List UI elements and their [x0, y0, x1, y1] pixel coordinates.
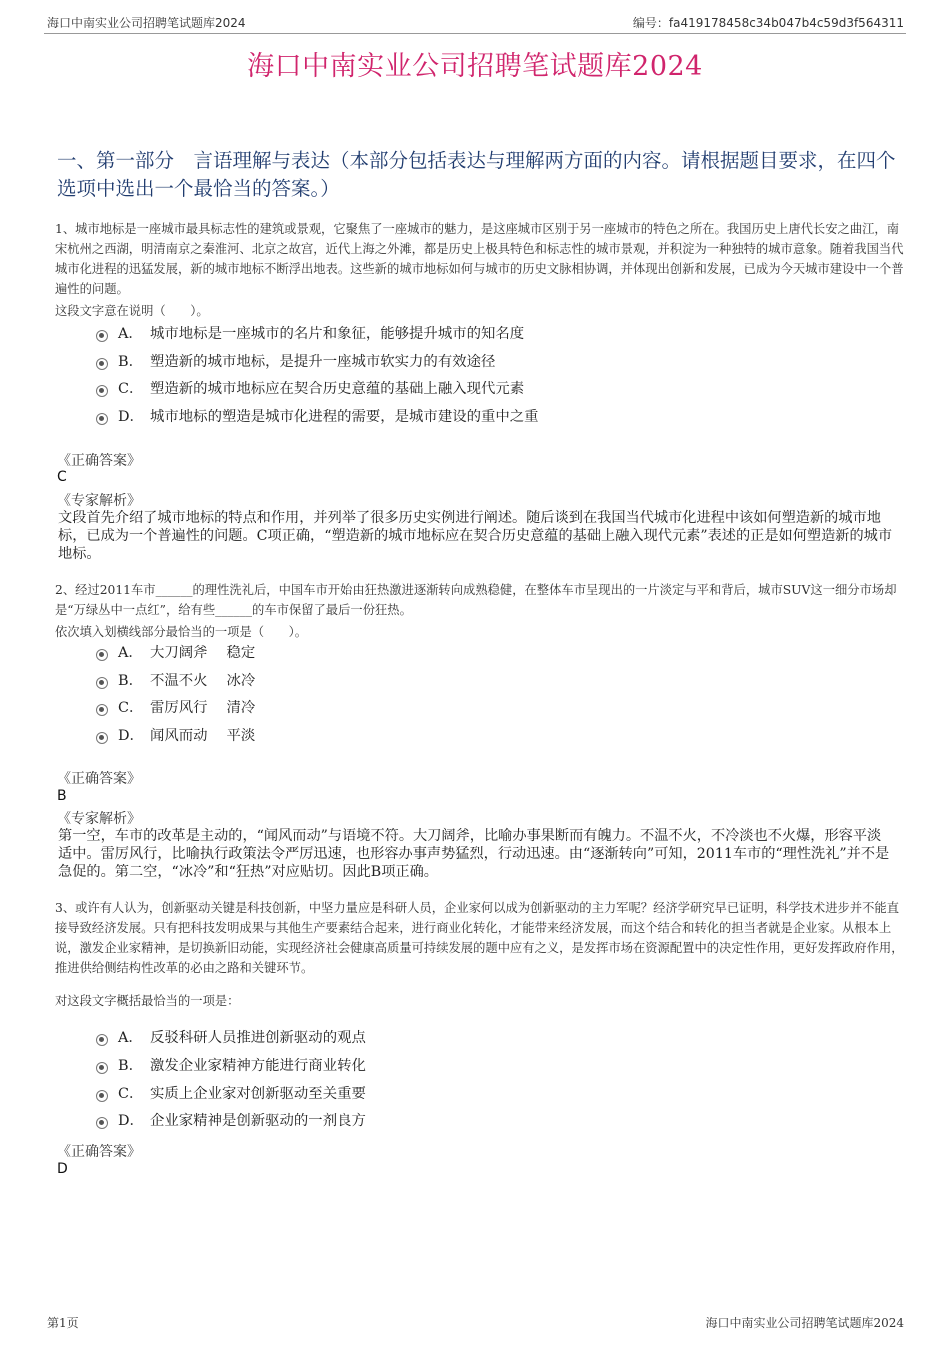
radio-icon[interactable] [96, 732, 108, 744]
footer-title: 海口中南实业公司招聘笔试题库2024 [705, 1316, 904, 1330]
question-2-answer-label: 《正确答案》 [57, 771, 141, 787]
radio-icon[interactable] [96, 1117, 108, 1129]
question-3-option-d[interactable] [96, 1109, 366, 1129]
question-3-option-b[interactable] [96, 1054, 366, 1074]
option-letter: C． [118, 380, 144, 397]
option-letter: B． [118, 672, 143, 689]
question-3-option-c[interactable] [96, 1082, 366, 1102]
question-2-option-a[interactable] [96, 641, 255, 661]
option-letter: A． [118, 1029, 143, 1046]
option-text: 闻风而动 平淡 [150, 727, 256, 744]
radio-icon[interactable] [96, 704, 108, 716]
option-letter: B． [118, 1057, 143, 1074]
option-letter: A． [118, 644, 143, 661]
question-1-option-b[interactable] [96, 350, 495, 370]
option-letter: D． [118, 408, 144, 425]
question-3-answer: D [57, 1161, 68, 1177]
question-1-analysis: 文段首先介绍了城市地标的特点和作用，并列举了很多历史实例进行阐述。随后谈到在我国当代城市化进程中该如何塑造新的城市地标，已成为一个普遍性的问题。C项正确，“塑造新的城市地标应在契合历史意蕴的基础上融入现代元素”表述的正是如何塑造新的城市地标。 [58, 510, 893, 562]
radio-icon[interactable] [96, 1090, 108, 1102]
question-2-answer: B [57, 788, 67, 804]
question-1-analysis-label: 《专家解析》 [57, 493, 141, 509]
option-letter: B． [118, 353, 143, 370]
question-1-option-c[interactable] [96, 377, 524, 397]
question-2-option-b[interactable] [96, 669, 255, 689]
question-2-analysis: 第一空，车市的改革是主动的，“闻风而动”与语境不符。大刀阔斧，比喻办事果断而有魄力。不温不火，不冷淡也不火爆，形容平淡适中。雷厉风行，比喻执行政策法令严厉迅速，也形容办事声势猛烈，行动迅速。由“逐渐转向”可知，2011车市的“理性洗礼”并不是急促的。第二空，“冰冷”和“狂热”对应贴切。因此B项正确。 [58, 828, 890, 880]
radio-icon[interactable] [96, 649, 108, 661]
header-divider [44, 33, 906, 34]
option-letter: A． [118, 325, 143, 342]
radio-icon[interactable] [96, 385, 108, 397]
radio-icon[interactable] [96, 677, 108, 689]
question-3-stem: 3、或许有人认为，创新驱动关键是科技创新，中坚力量应是科研人员，企业家何以成为创新驱动的主力军呢？经济学研究早已证明，科学技术进步并不能直接导致经济发展。只有把科技发明成果与其他生产要素结合起来，进行商业化转化，才能带来经济发展，而这个结合和转化的担当者就是企业家。从根本上说，激发企业家精神，是切换新旧动能，实现经济社会健康高质量可持续发展的题中应有之义，是发挥市场在资源配置中的决定性作用，更好发挥政府作用，推进供给侧结构性改革的必由之路和关键环节。 [55, 901, 904, 975]
question-2-option-c[interactable] [96, 696, 255, 716]
question-1-prompt: 这段文字意在说明（ ）。 [55, 304, 209, 318]
option-letter: C． [118, 699, 144, 716]
option-text: 企业家精神是创新驱动的一剂良方 [150, 1112, 366, 1129]
question-1-stem: 1、城市地标是一座城市最具标志性的建筑或景观，它聚焦了一座城市的魅力，是这座城市区别于另一座城市的特色之所在。我国历史上唐代长安之曲江，南宋杭州之西湖，明清南京之秦淮河、北京之故宫，近代上海之外滩，都是历史上极具特色和标志性的城市景观，并积淀为一种独特的城市意象。随着我国当代城市化进程的迅猛发展，新的城市地标不断浮出地表。这些新的城市地标如何与城市的历史文脉相协调，并体现出创新和发展，已成为今天城市建设中一个普遍性的问题。 [55, 222, 904, 296]
radio-icon[interactable] [96, 1062, 108, 1074]
question-1-option-d[interactable] [96, 405, 539, 425]
option-letter: C． [118, 1085, 144, 1102]
header-document-id: 编号：fa419178458c34b047b4c59d3f564311 [632, 16, 904, 30]
option-text: 城市地标是一座城市的名片和象征，能够提升城市的知名度 [150, 325, 525, 342]
option-text: 实质上企业家对创新驱动至关重要 [150, 1085, 366, 1102]
header-left-title: 海口中南实业公司招聘笔试题库2024 [47, 16, 246, 30]
option-text: 反驳科研人员推进创新驱动的观点 [150, 1029, 366, 1046]
question-2-prompt: 依次填入划横线部分最恰当的一项是（ ）。 [55, 625, 308, 639]
option-text: 塑造新的城市地标，是提升一座城市软实力的有效途径 [150, 353, 496, 370]
option-letter: D． [118, 1112, 144, 1129]
radio-icon[interactable] [96, 358, 108, 370]
page-title: 海口中南实业公司招聘笔试题库2024 [247, 51, 703, 82]
question-1-answer: C [57, 469, 67, 485]
option-text: 不温不火 冰冷 [150, 672, 256, 689]
option-text: 雷厉风行 清冷 [150, 699, 256, 716]
radio-icon[interactable] [96, 413, 108, 425]
question-2-option-d[interactable] [96, 724, 255, 744]
footer-page-number: 第1页 [47, 1316, 79, 1330]
question-3-option-a[interactable] [96, 1026, 366, 1046]
question-2-analysis-label: 《专家解析》 [57, 811, 141, 827]
radio-icon[interactable] [96, 1034, 108, 1046]
radio-icon[interactable] [96, 330, 108, 342]
question-2-stem: 2、经过2011车市______的理性洗礼后，中国车市开始由狂热激进逐渐转向成熟稳健，在整体车市呈现出的一片淡定与平和背后，城市SUV这一细分市场却是“万绿丛中一点红”，给有些______的车市保留了最后一份狂热。 [55, 583, 897, 617]
question-3-prompt: 对这段文字概括最恰当的一项是： [55, 994, 240, 1008]
section-heading: 一、第一部分 言语理解与表达（本部分包括表达与理解两方面的内容。请根据题目要求，在四个选项中选出一个最恰当的答案。） [57, 149, 896, 200]
option-letter: D． [118, 727, 144, 744]
option-text: 激发企业家精神方能进行商业转化 [150, 1057, 366, 1074]
option-text: 塑造新的城市地标应在契合历史意蕴的基础上融入现代元素 [150, 380, 525, 397]
question-3-answer-label: 《正确答案》 [57, 1144, 141, 1160]
option-text: 大刀阔斧 稳定 [150, 644, 256, 661]
option-text: 城市地标的塑造是城市化进程的需要，是城市建设的重中之重 [150, 408, 539, 425]
question-1-answer-label: 《正确答案》 [57, 453, 141, 469]
question-1-option-a[interactable] [96, 322, 524, 342]
